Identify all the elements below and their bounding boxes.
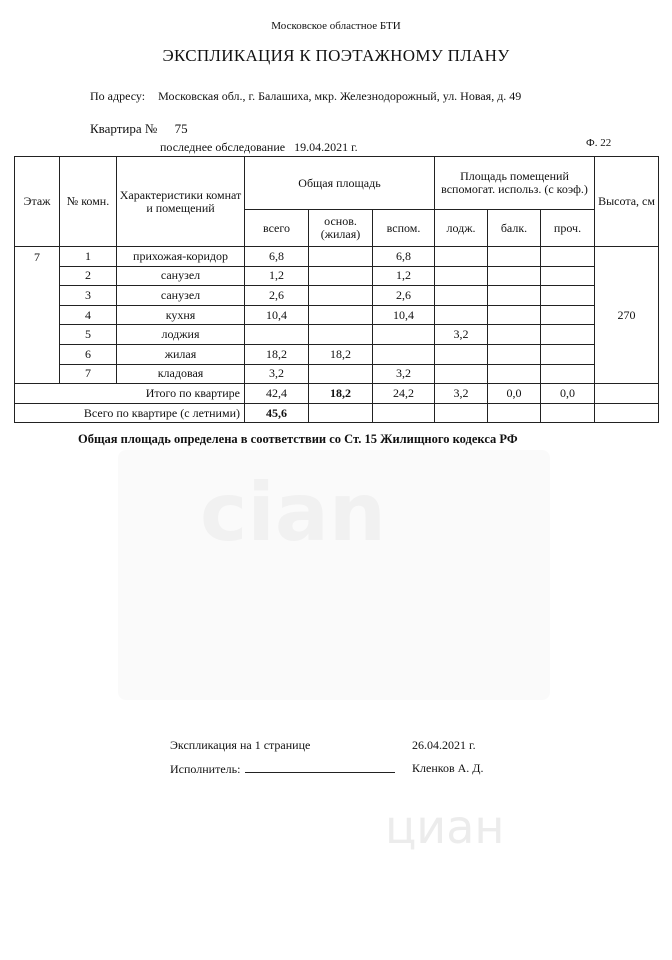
executor-line (170, 761, 395, 777)
header-auxiliary: вспом. (373, 210, 435, 247)
area-other (541, 266, 595, 286)
address-value: Московская обл., г. Балашиха, мкр. Железнодорожный, ул. Новая, д. 49 (158, 89, 522, 103)
area-main (309, 364, 373, 384)
area-aux (373, 325, 435, 345)
survey-line (160, 140, 358, 155)
area-loggia: 3,2 (435, 325, 488, 345)
executor-name: Кленков А. Д. (412, 761, 484, 775)
floor-cell: 7 (15, 247, 60, 384)
area-aux (373, 344, 435, 364)
room-number: 4 (60, 305, 117, 325)
grand-empty-cell (488, 403, 541, 423)
apartment-line (90, 121, 188, 137)
header-total-area: Общая площадь (245, 157, 435, 210)
area-balcony (488, 305, 541, 325)
area-balcony (488, 266, 541, 286)
area-loggia (435, 364, 488, 384)
grand-total-row (15, 403, 659, 423)
area-aux: 3,2 (373, 364, 435, 384)
header-main: основ. (жилая) (309, 210, 373, 247)
summary-aux: 24,2 (373, 384, 435, 404)
header-floor: Этаж (15, 157, 60, 247)
area-balcony (488, 344, 541, 364)
area-total: 10,4 (245, 305, 309, 325)
room-number: 1 (60, 247, 117, 267)
signature-date: 26.04.2021 г. (412, 738, 476, 752)
room-number: 6 (60, 344, 117, 364)
area-other (541, 325, 595, 345)
summary-label: Итого по квартире (15, 384, 245, 404)
area-other (541, 364, 595, 384)
header-balcony: балк. (488, 210, 541, 247)
area-total: 18,2 (245, 344, 309, 364)
room-number: 5 (60, 325, 117, 345)
area-total: 6,8 (245, 247, 309, 267)
area-main (309, 266, 373, 286)
room-name: жилая (117, 344, 245, 364)
grand-total-value: 45,6 (245, 403, 309, 423)
grand-empty-cell (435, 403, 488, 423)
area-loggia (435, 305, 488, 325)
header-other: проч. (541, 210, 595, 247)
room-number: 2 (60, 266, 117, 286)
room-number: 3 (60, 286, 117, 306)
summary-other: 0,0 (541, 384, 595, 404)
area-balcony (488, 325, 541, 345)
area-aux: 1,2 (373, 266, 435, 286)
summary-total: 42,4 (245, 384, 309, 404)
summary-loggia: 3,2 (435, 384, 488, 404)
table-row (15, 364, 659, 384)
area-total: 1,2 (245, 266, 309, 286)
area-balcony (488, 286, 541, 306)
room-name: лоджия (117, 325, 245, 345)
room-number: 7 (60, 364, 117, 384)
area-aux: 10,4 (373, 305, 435, 325)
address-label: По адресу: (90, 89, 146, 103)
survey-date: 19.04.2021 г. (294, 140, 358, 154)
area-balcony (488, 364, 541, 384)
area-loggia (435, 247, 488, 267)
grand-empty-cell (541, 403, 595, 423)
height-cell: 270 (595, 247, 659, 384)
summary-balcony: 0,0 (488, 384, 541, 404)
apartment-label: Квартира № (90, 121, 158, 136)
room-name: кладовая (117, 364, 245, 384)
area-other (541, 247, 595, 267)
pages-info: Экспликация на 1 странице (170, 738, 311, 752)
header-loggia: лодж. (435, 210, 488, 247)
table-row (15, 325, 659, 345)
area-other (541, 344, 595, 364)
header-room-number: № комн. (60, 157, 117, 247)
room-name: санузел (117, 286, 245, 306)
address-line (90, 89, 521, 104)
table-row (15, 247, 659, 267)
area-aux: 6,8 (373, 247, 435, 267)
signature-line (245, 761, 395, 773)
header-total: всего (245, 210, 309, 247)
table-row (15, 305, 659, 325)
area-main: 18,2 (309, 344, 373, 364)
table-row (15, 344, 659, 364)
area-other (541, 305, 595, 325)
form-code: Ф. 22 (586, 137, 612, 149)
summary-main: 18,2 (309, 384, 373, 404)
explication-table (14, 156, 659, 423)
area-total: 3,2 (245, 364, 309, 384)
grand-empty-cell (595, 403, 659, 423)
table-row (15, 266, 659, 286)
area-aux: 2,6 (373, 286, 435, 306)
area-loggia (435, 266, 488, 286)
area-note: Общая площадь определена в соответствии со Ст. 15 Жилищного кодекса РФ (78, 432, 518, 446)
area-total (245, 325, 309, 345)
room-name: кухня (117, 305, 245, 325)
summary-height (595, 384, 659, 404)
area-balcony (488, 247, 541, 267)
area-main (309, 305, 373, 325)
area-other (541, 286, 595, 306)
executor-label: Исполнитель: (170, 762, 241, 776)
header-characteristics: Характеристики комнат и помещений (117, 157, 245, 247)
survey-label: последнее обследование (160, 140, 286, 154)
area-loggia (435, 286, 488, 306)
area-total: 2,6 (245, 286, 309, 306)
grand-empty-cell (373, 403, 435, 423)
cian-watermark: циан (385, 800, 505, 854)
area-main (309, 286, 373, 306)
document-title: ЭКСПЛИКАЦИЯ К ПОЭТАЖНОМУ ПЛАНУ (162, 46, 510, 65)
apartment-number: 75 (174, 121, 188, 136)
header-aux-area: Площадь помещений вспомогат. использ. (с коэф.) (435, 157, 595, 210)
room-name: прихожая-коридор (117, 247, 245, 267)
grand-total-label: Всего по квартире (с летними) (15, 403, 245, 423)
organization-name: Московское областное БТИ (271, 20, 401, 32)
watermark-logo: cian (200, 466, 386, 559)
area-main (309, 325, 373, 345)
grand-empty-cell (309, 403, 373, 423)
area-main (309, 247, 373, 267)
summary-row (15, 384, 659, 404)
room-name: санузел (117, 266, 245, 286)
header-height: Высота, см (595, 157, 659, 247)
area-loggia (435, 344, 488, 364)
table-row (15, 286, 659, 306)
